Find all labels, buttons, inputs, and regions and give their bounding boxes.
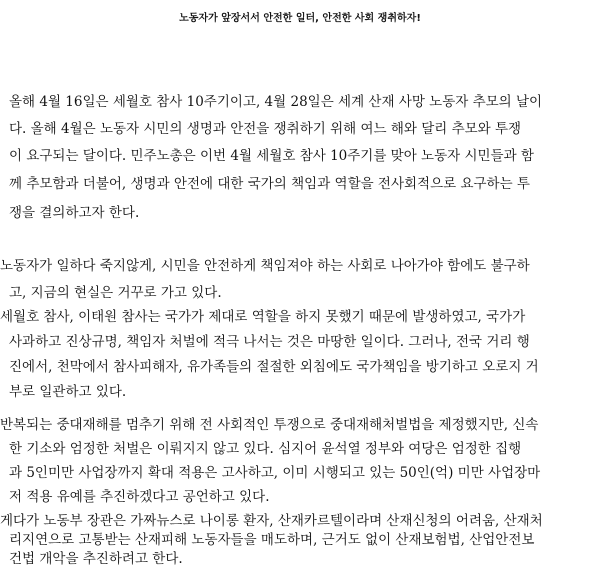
paragraph-2-line-2: 고, 지금의 현실은 거꾸로 가고 있다.: [9, 285, 222, 301]
paragraph-1-line-4: 께 추모함과 더불어, 생명과 안전에 대한 국가의 책임과 역할을 전사회적으로 요구하는 투: [9, 176, 530, 192]
paragraph-3-line-3: 진에서, 천막에서 참사피해자, 유가족들의 절절한 외침에도 국가책임을 방기하고 오로지 거: [9, 359, 539, 375]
paragraph-3-line-4: 부로 일관하고 있다.: [9, 384, 127, 400]
paragraph-4-line-3: 과 5인미만 사업장까지 확대 적용은 고사하고, 이미 시행되고 있는 50인(억) 미만 사업장마: [9, 465, 541, 481]
paragraph-5-line-1: 게다가 노동부 장관은 가짜뉴스로 나이롱 환자, 산재카르텔이라며 산재신청의 어려움, 산재처: [0, 513, 543, 529]
paragraph-3-line-2: 사과하고 진상규명, 책임자 처벌에 적극 나서는 것은 마땅한 일이다. 그러나, 전국 거리 행: [9, 334, 530, 350]
paragraph-3-line-1: 세월호 참사, 이태원 참사는 국가가 제대로 역할을 하지 못했기 때문에 발생하였고, 국가가: [0, 309, 526, 325]
paragraph-1-line-1: 올해 4월 16일은 세월호 참사 10주기이고, 4월 28일은 세계 산재 사망 노동자 추모의 날이: [9, 94, 543, 110]
paragraph-1-line-3: 이 요구되는 달이다. 민주노총은 이번 4월 세월호 참사 10주기를 맞아 노동자 시민들과 함: [9, 148, 534, 164]
paragraph-4-line-4: 저 적용 유예를 추진하겠다고 공언하고 있다.: [9, 489, 270, 505]
paragraph-4-line-1: 반복되는 중대재해를 멈추기 위해 전 사회적인 투쟁으로 중대재해처벌법을 제정했지만, 신속: [0, 417, 539, 433]
document-title: 노동자가 앞장서서 안전한 일터, 안전한 사회 쟁취하자!: [179, 13, 421, 24]
paragraph-4-line-2: 한 기소와 엄정한 처벌은 이뤄지지 않고 있다. 심지어 윤석열 정부와 여당은 엄정한 집행: [9, 441, 522, 457]
paragraph-5-line-3: 건법 개악을 추진하려고 한다.: [9, 551, 183, 567]
paragraph-1-line-5: 쟁을 결의하고자 한다.: [9, 205, 140, 221]
paragraph-5-line-2: 리지연으로 고통받는 산재피해 노동자들을 매도하며, 근거도 없이 산재보험법, 산업안전보: [9, 532, 535, 548]
paragraph-1-line-2: 다. 올해 4월은 노동자 시민의 생명과 안전을 쟁취하기 위해 여느 해와 달리 추모와 투쟁: [9, 121, 522, 137]
paragraph-2-line-1: 노동자가 일하다 죽지않게, 시민을 안전하게 책임져야 하는 사회로 나아가야 함에도 불구하: [0, 258, 530, 274]
